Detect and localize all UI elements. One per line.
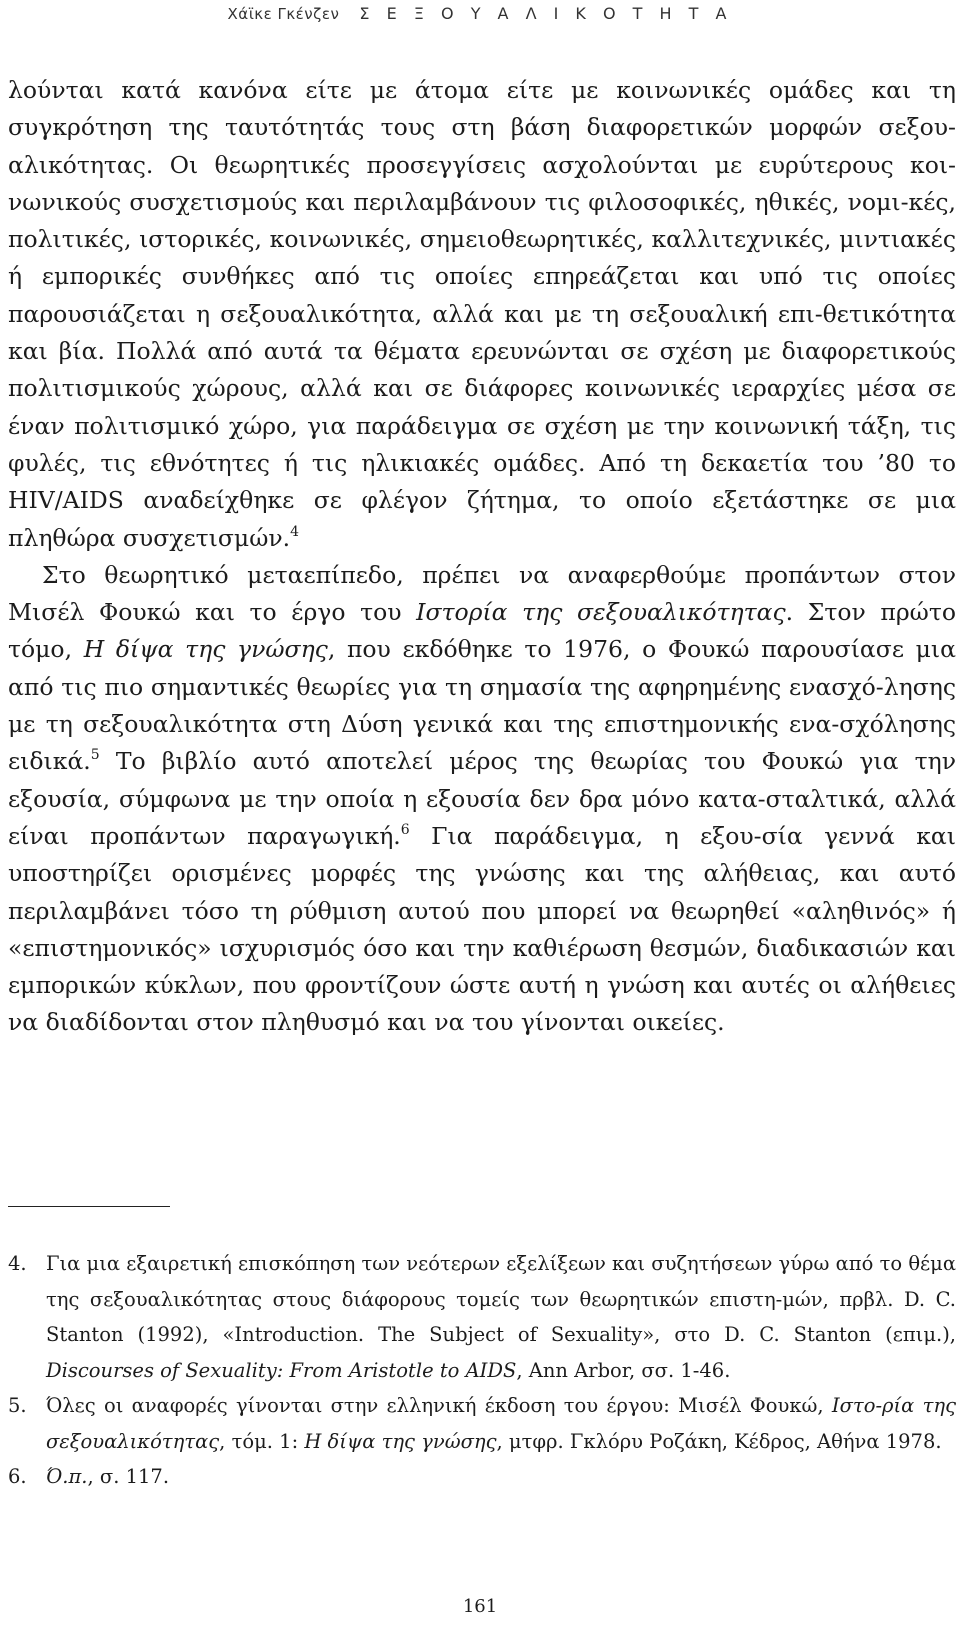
p2-book-title: Ιστορία της σεξουαλικότητας xyxy=(416,598,786,627)
footnote-4-number: 4. xyxy=(8,1252,27,1275)
p2-text-e: Για παράδειγμα, η εξου-σία γεννά και υποστηρίζει ορισμένες μορφές της γνώσης και της αλήθειας, και αυτό περιλαμβάνει τόσο τη ρύθμιση αυτού που μπορεί να θεωρηθεί «αληθινός» ή «επιστημονικός» ισχυρισμός όσο και την καθιέρωση θεσμών, διαδικασιών και εμπορικών κύκλων, που φροντίζουν ώστε αυτή η γνώση και αυτές οι αλήθειες να διαδίδονται στον πληθυσμό και να του γίνονται οικείες. xyxy=(8,821,956,1037)
footnote-4-text-a: Για μια εξαιρετική επισκόπηση των νεότερων εξελίξεων και συζητήσεων γύρω από το θέμα της σεξουαλικότητας στους διάφορους τομείς των θεωρητικών επιστη-μών, πρβλ. D. C. Stanton (1992), «Introduction. The Subject of Sexuality», στο D. C. Stanton (επιμ.), xyxy=(46,1252,956,1346)
footnote-ref-4: 4 xyxy=(290,523,300,540)
p2-text-d: Το βιβλίο αυτό αποτελεί μέρος της θεωρίας του Φουκώ για την εξουσία, σύμφωνα με την οποία η εξουσία δεν δρα μόνο κατα-σταλτικά, αλλά είναι προπάντων παραγωγική. xyxy=(8,747,956,850)
main-text xyxy=(8,72,956,1042)
footnote-5-title: Ιστο-ρία της σεξουαλικότητας xyxy=(46,1394,956,1453)
paragraph-continued xyxy=(8,72,956,557)
footnote-5-text-a: Όλες οι αναφορές γίνονται στην ελληνική έκδοση του έργου: Μισέλ Φουκώ, xyxy=(46,1394,832,1417)
footnote-ref-5: 5 xyxy=(90,747,100,764)
header-author: Χάϊκε Γκένζεν xyxy=(227,5,340,23)
footnote-5-text-b: , τόμ. 1: xyxy=(219,1429,305,1453)
footnote-5-number: 5. xyxy=(8,1394,27,1417)
p2-text-c: , που εκδόθηκε το 1976, ο Φουκώ παρουσίασε μια από τις πιο σημαντικές θεωρίες για τη σημασία της αφηρημένης ενασχό-λησης με τη σεξουαλικότητα στη Δύση γενικά και της επιστημονικής ενα-σχόλησης ειδικά. xyxy=(8,635,956,776)
header-title: Σ Ε Ξ Ο Υ Α Λ Ι Κ Ο Τ Η Τ Α xyxy=(359,4,733,23)
p2-text-a: Στο θεωρητικό μεταεπίπεδο, πρέπει να αναφερθούμε προπάντων στον Μισέλ Φουκώ και το έργο του xyxy=(8,560,956,627)
footnote-6 xyxy=(8,1459,956,1495)
paragraph-foucault xyxy=(8,557,956,1042)
footnote-5-volume: Η δίψα της γνώσης xyxy=(304,1429,497,1453)
footnote-6-ibid: Ό.π. xyxy=(46,1465,88,1488)
running-header xyxy=(0,4,960,23)
page-number: 161 xyxy=(462,1596,498,1617)
footnote-4 xyxy=(8,1246,956,1388)
p2-volume-title: Η δίψα της γνώσης xyxy=(83,635,328,664)
footnote-divider xyxy=(8,1206,170,1207)
p2-text-b: . Στον πρώτο τόμο, xyxy=(8,598,956,664)
footnote-6-number: 6. xyxy=(8,1465,27,1488)
footnote-6-text: , σ. 117. xyxy=(87,1465,170,1488)
footnote-ref-6: 6 xyxy=(400,821,410,838)
footnote-5 xyxy=(8,1388,956,1459)
footnote-5-text-c: , μτφρ. Γκλόρυ Ροζάκη, Κέδρος, Αθήνα 1978. xyxy=(496,1429,942,1453)
footnotes xyxy=(8,1246,956,1495)
footnote-4-title: Discourses of Sexuality: From Aristotle to AIDS xyxy=(46,1358,517,1382)
footnote-4-text-b: , Ann Arbor, σσ. 1-46. xyxy=(516,1358,731,1382)
paragraph-1-text: λούνται κατά κανόνα είτε με άτομα είτε με κοινωνικές ομάδες και τη συγκρότηση της ταυτότητάς τους στη βάση διαφορετικών μορφών σεξου-αλικότητας. Οι θεωρητικές προσεγγίσεις ασχολούνται με ευρύτερους κοι-νωνικούς συσχετισμούς και περιλαμβάνουν τις φιλοσοφικές, ηθικές, νομι-κές, πολιτικές, ιστορικές, κοινωνικές, σημειοθεωρητικές, καλλιτεχνικές, μιντιακές ή εμπορικές συνθήκες από τις οποίες επηρεάζεται και υπό τις οποίες παρουσιάζεται η σεξουαλικότητα, αλλά και με τη σεξουαλική επι-θετικότητα και βία. Πολλά από αυτά τα θέματα ερευνώνται σε σχέση με διαφορετικούς πολιτισμικούς χώρους, αλλά και σε διάφορες κοινωνικές ιεραρχίες μέσα σε έναν πολιτισμικό χώρο, για παράδειγμα σε σχέση με την κοινωνική τάξη, τις φυλές, τις εθνότητες ή τις ηλικιακές ομάδες. Από τη δεκαετία του ’80 το HIV/AIDS αναδείχθηκε σε φλέγον ζήτημα, το οποίο εξετάστηκε σε μια πληθώρα συσχετισμών. xyxy=(8,76,956,552)
